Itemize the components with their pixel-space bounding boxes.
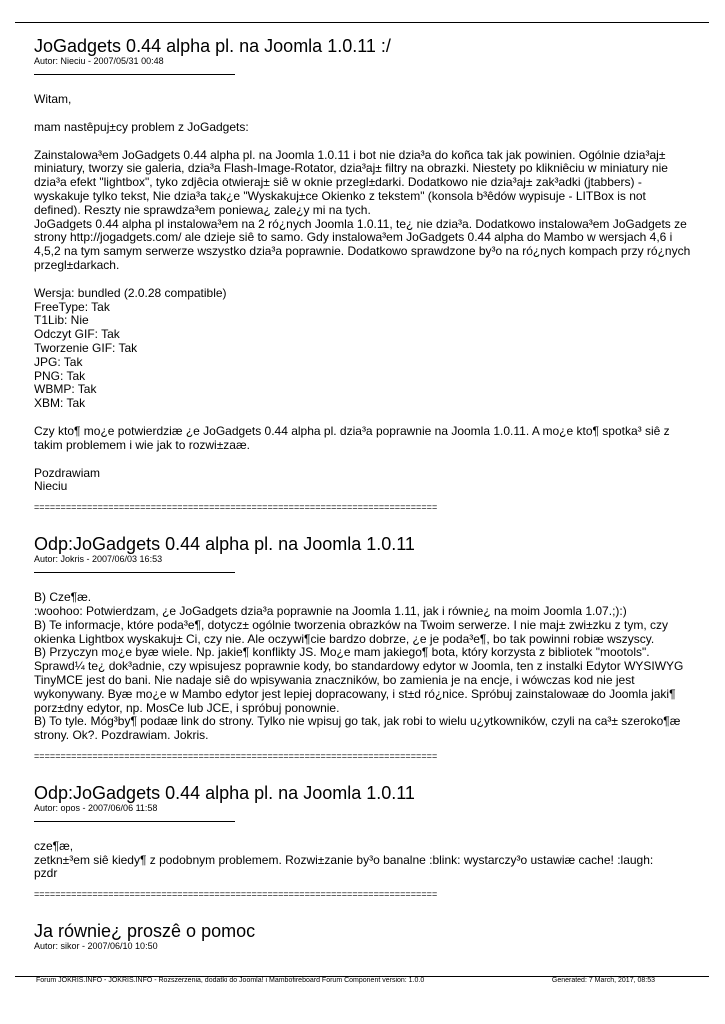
post-meta: Autor: sikor - 2007/06/10 10:50 [34,941,158,952]
meta-rule [34,572,235,573]
post-paragraph: cze¶æ, zetkn±³em siê kiedy¶ z podobnym problemem. Rozwi±zanie by³o banalne :blink: wystarczy³o ustawiæ cache! :laugh: pzdr [34,838,654,881]
post-separator: ============================================================================ [34,750,438,761]
post [34,36,694,512]
top-rule [15,22,709,23]
post [34,534,694,761]
post-meta: Autor: Jokris - 2007/06/03 16:53 [34,554,163,565]
meta-rule [34,74,235,75]
post [34,921,694,951]
post-paragraph: mam nastêpuj±cy problem z JoGadgets: [34,119,249,134]
post-separator: ============================================================================ [34,502,438,513]
meta-rule [34,821,235,822]
post-title: Odp:JoGadgets 0.44 alpha pl. na Joomla 1.0.11 [34,534,415,555]
post-meta: Autor: opos - 2007/06/06 11:58 [34,802,158,813]
forum-thread [34,36,694,951]
post [34,783,694,899]
post-paragraph: Zainstalowa³em JoGadgets 0.44 alpha pl. na Joomla 1.0.11 i bot nie dzia³a do koñca tak jak powinien. Ogólnie dzia³aj± miniatury, tworzy sie galeria, dzia³a Flash-Image-Rotator, dzia³aj± filtry na obrazki. Niestety po klikniêciu w miniatury nie dzia³a efekt "lightbox", tyko zdjêcia otwieraj± siê w oknie przegl±darki. Dodatkowo nie dzia³aj± zak³adki (jtabbers) - wyskakuje tylko tekst, Nie dzia³a tak¿e "Wyskakuj±ce Okienko z tekstem" (konsola b³êdów wypisuje - LITBox is not defined). Reszty nie sprawdza³em poniewa¿ zale¿y mi na tych. JoGadgets 0.44 alpha pl instalowa³em na 2 ró¿nych Joomla 1.0.11, te¿ nie dzia³a. Dodatkowo instalowa³em JoGadgets ze strony http://jogadgets.com/ ale dzieje siê to samo. Gdy instalowa³em JoGadgets 0.44 alpha do Mambo w wersjach 4,6 i 4,5,2 na tym samym serwerze wszystko dzia³a poprawnie. Dodatkowo sprawdzone by³o na ró¿nych kompach przy ró¿nych przegl±darkach. [34,147,691,272]
post-title: Odp:JoGadgets 0.44 alpha pl. na Joomla 1.0.11 [34,782,415,803]
post-paragraph: Witam, [34,92,72,106]
post-meta: Autor: Nieciu - 2007/05/31 00:48 [34,56,164,66]
post-paragraph: Czy kto¶ mo¿e potwierdziæ ¿e JoGadgets 0.44 alpha pl. dzia³a poprawnie na Joomla 1.0.11. A mo¿e kto¶ spotka³ siê z takim problemem i wie jak to rozwi±zaæ. [34,423,670,452]
post-paragraph: B) Cze¶æ. :woohoo: Potwierdzam, ¿e JoGadgets dzia³a poprawnie na Joomla 1.11, jak i równie¿ na moim Joomla 1.07.;):) B) Te informacje, które poda³e¶, dotycz± ogólnie tworzenia obrazków na Twoim serwerze. I nie maj± zwi±zku z tym, czy okienka Lightbox wyskakuj± Ci, czy nie. Ale oczywi¶cie bardzo dobrze, ¿e je poda³e¶, bo tak powinni robiæ wszyscy. B) Przyczyn mo¿e byæ wiele. Np. jakie¶ konflikty JS. Mo¿e mam jakiego¶ bota, który korzysta z bibliotek "mootols". Sprawd¼ te¿ dok³adnie, czy wpisujesz poprawnie kody, bo standardowy edytor w Joomla, ten z instalki Edytor WYSIWYG TinyMCE jest do bani. Nie nadaje siê do wpisywania znaczników, bo zamienia je na encje, i wówczas kod nie jest wykonywany. Byæ mo¿e w Mambo edytor jest lepiej dopracowany, i st±d ró¿nice. Spróbuj zainstalowaæ do Joomla jaki¶ porz±dny edytor, np. MosCe lub JCE, i spróbuj ponownie. B) To tyle. Móg³by¶ podaæ link do strony. Tylko nie wpisuj go tak, jak robi to wielu u¿ytkowników, czyli na ca³± szeroko¶æ strony. Ok?. Pozdrawiam. Jokris. [34,590,684,743]
post-title: Ja równie¿ proszê o pomoc [34,921,256,942]
post-paragraph: Pozdrawiam Nieciu [34,465,101,494]
post-title: JoGadgets 0.44 alpha pl. na Joomla 1.0.11 :/ [34,36,391,56]
post-separator: ============================================================================ [34,889,438,900]
footer-source: Forum JOKRIS.INFO - JOKRIS.INFO - Rozszerzenia, dodatki do Joomla! i Mambofireboard Forum Component version: 1.0.0 [36,977,425,984]
footer-generated: Generated: 7 March, 2017, 08:53 [551,977,655,984]
post-paragraph: Wersja: bundled (2.0.28 compatible) FreeType: Tak T1Lib: Nie Odczyt GIF: Tak Tworzenie GIF: Tak JPG: Tak PNG: Tak WBMP: Tak XBM: Tak [34,285,227,411]
